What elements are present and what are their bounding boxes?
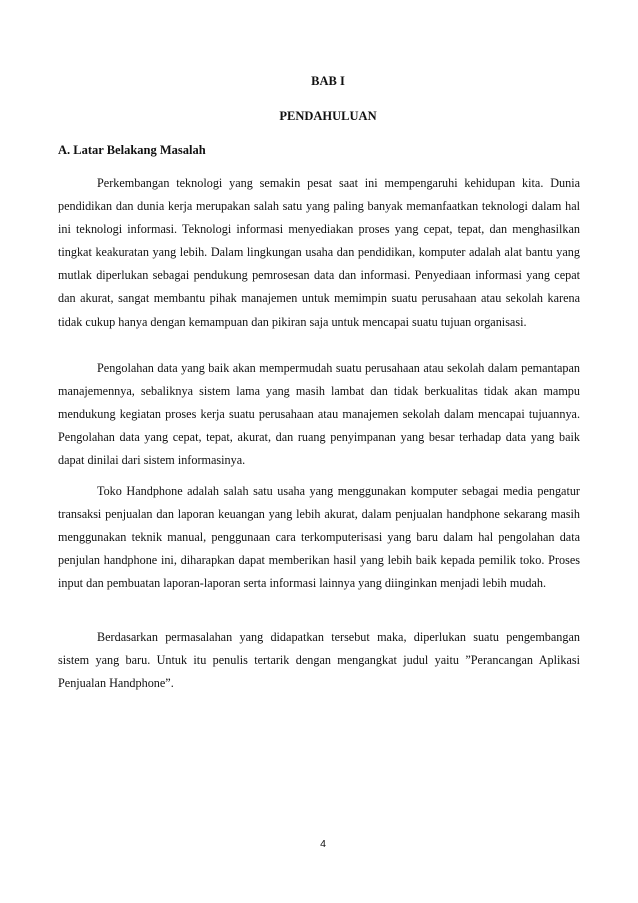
paragraph: Toko Handphone adalah salah satu usaha yang menggunakan komputer sebagai media pengatur transaksi penjualan dan laporan keuangan yang lebih akurat, dalam penjualan handphone sekarang masih menggunakan teknik manual, penggunaan cara terkomputerisasi yang baru dalam hal pengolahan data penjulan handphone ini, diharapkan dapat memberikan hasil yang lebih baik kepada pemilik toko. Proses input dan pembuatan laporan-laporan serta informasi lainnya yang diinginkan menjadi lebih mudah. bbox=[58, 484, 580, 591]
page-number: 4 bbox=[320, 838, 326, 850]
paragraph: Pengolahan data yang baik akan mempermudah suatu perusahaan atau sekolah dalam pemantapan manajemennya, sebaliknya sistem lama yang masih lambat dan tidak berkualitas tidak akan mampu mendukung kegiatan proses kerja suatu perusahaan atau manajemen sekolah dalam mencapai tujuannya. Pengolahan data yang cepat, tepat, akurat, dan ruang penyimpanan yang besar terhadap data yang baik dapat dinilai dari sistem informasinya. bbox=[58, 361, 580, 468]
chapter-title: PENDAHULUAN bbox=[279, 109, 377, 123]
paragraph: Berdasarkan permasalahan yang didapatkan tersebut maka, diperlukan suatu pengembangan sistem yang baru. Untuk itu penulis tertarik dengan mengangkat judul yaitu ”Perancangan Aplikasi Penjualan Handphone”. bbox=[58, 630, 580, 691]
section-title: A. Latar Belakang Masalah bbox=[58, 143, 206, 157]
chapter-heading: BAB I bbox=[311, 74, 345, 88]
paragraph: Perkembangan teknologi yang semakin pesat saat ini mempengaruhi kehidupan kita. Dunia pendidikan dan dunia kerja merupakan salah satu yang paling banyak memanfaatkan teknologi dalam hal ini teknologi informasi. Teknologi informasi menyediakan proses yang cepat, tepat, dan menghasilkan tingkat keakuratan yang lebih. Dalam lingkungan usaha dan pendidikan, komputer adalah alat bantu yang mutlak diperlukan sebagai pendukung pemrosesan data dan informasi. Penyediaan informasi yang cepat dan akurat, sangat membantu pihak manajemen untuk memimpin suatu perusahaan atau sekolah karena tidak cukup hanya dengan kemampuan dan pikiran saja untuk mencapai suatu tujuan organisasi. bbox=[58, 176, 580, 329]
